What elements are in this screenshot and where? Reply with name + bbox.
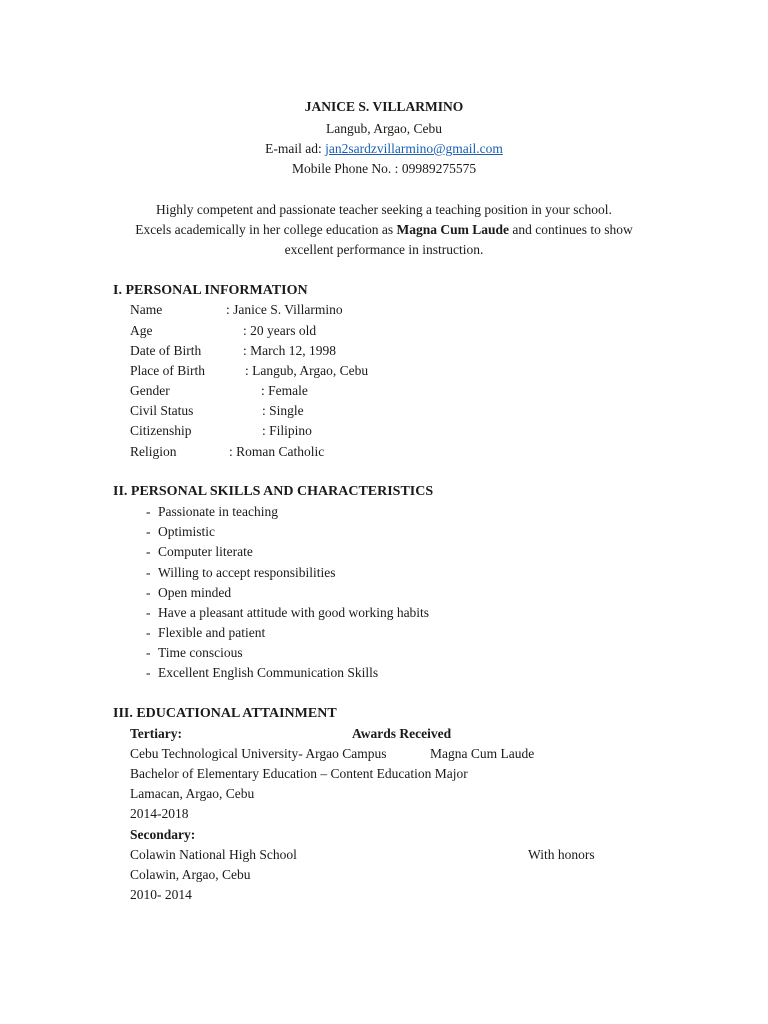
skill-item: Optimistic [158,524,215,539]
skill-bullet: - [146,565,151,580]
email-label: E-mail ad: [265,141,326,156]
tertiary-label: Tertiary: [130,726,182,741]
objective-highlight: Magna Cum Laude [396,222,510,237]
skill-bullet: - [146,625,151,640]
info-label-gender: Gender [130,383,170,398]
info-value-birthplace: : Langub, Argao, Cebu [245,363,369,378]
info-label-age: Age [130,323,153,338]
section-heading-education: III. EDUCATIONAL ATTAINMENT [113,706,337,721]
phone-label: Mobile Phone No. : [291,161,402,176]
objective-line-2 [0,220,768,240]
tertiary-award: Magna Cum Laude [430,746,535,761]
info-value-name: : Janice S. Villarmino [226,302,343,317]
applicant-address: Langub, Argao, Cebu [326,121,442,136]
applicant-name: JANICE S. VILLARMINO [304,99,464,114]
phone-number: 09989275575 [401,161,477,176]
section-heading-skills: II. PERSONAL SKILLS AND CHARACTERISTICS [113,484,434,499]
skill-item: Open minded [158,585,232,600]
info-value-citizenship: : Filipino [262,423,312,438]
phone-line [0,159,768,179]
skill-bullet: - [146,544,151,559]
email-line [0,139,768,159]
objective-text: and continues to show [509,222,633,237]
skill-bullet: - [146,605,151,620]
info-label-civil-status: Civil Status [130,403,194,418]
skill-item: Flexible and patient [158,625,266,640]
email-link[interactable]: jan2sardzvillarmino@gmail.com [325,141,503,156]
info-label-birthdate: Date of Birth [130,343,202,358]
skill-item: Excellent English Communication Skills [158,665,379,680]
secondary-label: Secondary: [130,827,196,842]
tertiary-address: Lamacan, Argao, Cebu [130,786,255,801]
skill-bullet: - [146,585,151,600]
info-label-birthplace: Place of Birth [130,363,205,378]
skill-bullet: - [146,665,151,680]
objective-text: Excels academically in her college education as [135,222,397,237]
objective-line-1: Highly competent and passionate teacher seeking a teaching position in your school. [156,202,612,217]
awards-label: Awards Received [352,726,452,741]
info-label-name: Name [130,302,163,317]
skill-item: Have a pleasant attitude with good working habits [158,605,430,620]
secondary-award: With honors [528,847,595,862]
section-heading-personal-info: I. PERSONAL INFORMATION [113,283,308,298]
info-label-religion: Religion [130,444,177,459]
tertiary-course: Bachelor of Elementary Education – Content Education Major [130,766,468,781]
tertiary-school: Cebu Technological University- Argao Campus [130,746,387,761]
skill-item: Passionate in teaching [158,504,278,519]
info-value-gender: : Female [261,383,308,398]
skill-item: Time conscious [158,645,243,660]
secondary-school: Colawin National High School [130,847,297,862]
info-value-birthdate: : March 12, 1998 [243,343,336,358]
secondary-years: 2010- 2014 [130,887,192,902]
info-value-civil-status: : Single [262,403,304,418]
secondary-address: Colawin, Argao, Cebu [130,867,251,882]
skill-bullet: - [146,504,151,519]
skill-bullet: - [146,524,151,539]
info-label-citizenship: Citizenship [130,423,192,438]
skill-bullet: - [146,645,151,660]
info-value-age: : 20 years old [243,323,317,338]
skill-item: Computer literate [158,544,253,559]
tertiary-years: 2014-2018 [130,806,189,821]
objective-line-3: excellent performance in instruction. [284,242,484,257]
info-value-religion: : Roman Catholic [229,444,325,459]
skill-item: Willing to accept responsibilities [158,565,336,580]
